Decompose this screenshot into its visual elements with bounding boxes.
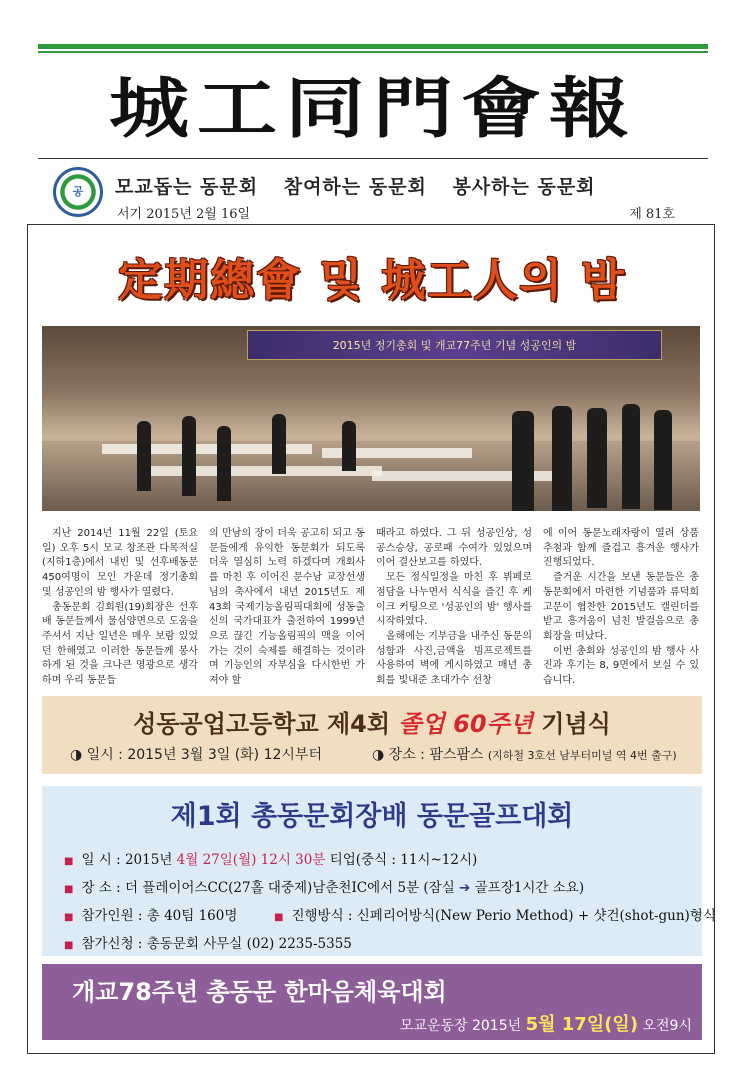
slogan-2: 참여하는 동문회: [283, 176, 427, 198]
main-headline: 定期總會 및 城工人의 밤: [118, 255, 626, 306]
article-paragraph: 때라고 하였다. 그 뒤 성공인상, 성공스승상, 공로패 수여가 있었으며 이어 결산보고를 하였다.: [376, 528, 532, 569]
graduation-place-note: (지하철 3호선 남부터미널 역 4번 출구): [487, 749, 677, 762]
sports-day-time: 오전9시: [638, 1018, 692, 1034]
article-column-3: [376, 527, 532, 689]
article-paragraph: 모든 정식일정을 마친 후 뷔페로 점담을 나누면서 식식을 즐긴 후 케이크 커팅으로 '성공인의 밤' 행사를 시작하였다.: [376, 572, 532, 628]
photo-person: [654, 410, 672, 510]
arrow-right-icon: ➔: [459, 880, 471, 896]
issue-number: 제 81호: [629, 207, 675, 222]
photo-person: [552, 406, 572, 511]
golf-format: 진행방식 : 신페리어방식(New Perio Method) + 샷건(shot-gun)형식: [291, 908, 716, 924]
photo-person: [137, 421, 151, 491]
golf-tournament-title: 제1회 총동문회장배 동문골프대회: [170, 801, 574, 832]
masthead-top-rule: [38, 44, 708, 49]
article-paragraph: 총동문회 김회원(19)회장은 선후배 동문들께서 물심양면으로 도움을 주셔서 지난 일년은 매우 보람 있었던 한해였고 이러한 동문들께 봉사하게 된 것을 크나큰 영광으로 생각하며 우리 동문들: [42, 601, 198, 687]
photo-person: [272, 414, 286, 474]
sports-day-box: [42, 964, 702, 1040]
golf-venue-line: [64, 876, 584, 896]
graduation-title-pre: 성동공업고등학교 제4회: [133, 710, 399, 738]
sports-day-place: 모교운동장 2015년: [399, 1018, 526, 1034]
square-bullet-icon: ■: [64, 940, 74, 951]
square-bullet-icon: ■: [64, 912, 74, 923]
golf-participants: 참가인원 : 총 40팀 160명: [81, 908, 238, 924]
graduation-60th-box: [42, 696, 702, 774]
golf-venue-post: 골프장1시간 소요): [470, 880, 585, 896]
article-paragraph: 의 만남의 장이 더욱 공고히 되고 동문들에게 유익한 동문회가 되도록 더욱 열심히 노력 하겠다며 개회사를 마친 후 이어진 문수남 교장선생님의 축사에서 내년 2015년도 제43회 국제기능올림픽대회에 성동출신의 국가대표가 출전하여 1999년으로 끊긴 기능올림픽의 맥을 이어가는 것이 숙제를 해결하는 것이라며 기능인의 자부심을 다시한번 가져야 할: [209, 528, 365, 687]
article-paragraph: 즐거운 시간을 보낸 동문들은 총동문회에서 마련한 기념품과 류덕희고문이 협찬한 2015년도 캘린더를 받고 흥겨움이 넘친 발걸음으로 총회장을 떠났다.: [543, 572, 699, 642]
graduation-place-label: ◑ 장소 : 팜스팜스: [372, 747, 484, 763]
slogan-1: 모교돕는 동문회: [115, 176, 259, 198]
sports-day-title: 개교78주년 총동문 한마음체육대회: [72, 978, 447, 1006]
golf-registration-line: [64, 932, 352, 952]
photo-banner-text: 2015년 정기총회 및 개교77주년 기념 성공인의 밤: [332, 339, 577, 352]
article-paragraph: 에 이어 동문노래자랑이 열려 상품추첨과 함께 즐겁고 흥겨운 행사가 진행되었다.: [543, 528, 699, 569]
article-paragraph: 이번 총회와 성공인의 밤 행사 사진과 후기는 8, 9면에서 보실 수 있습니다.: [543, 645, 699, 687]
square-bullet-icon: ■: [64, 856, 74, 867]
school-emblem-letter: 공: [72, 185, 84, 198]
newsletter-masthead: 城工同門會報: [109, 69, 637, 147]
slogan-bar: [115, 172, 614, 199]
photo-person: [622, 404, 640, 509]
sports-day-date: 5월 17일(일): [525, 1014, 639, 1035]
golf-format-line: [274, 904, 716, 924]
golf-tournament-box: [42, 786, 716, 956]
school-emblem-icon: [53, 167, 103, 217]
masthead-bottom-rule: [38, 158, 708, 159]
sports-day-details: [400, 1010, 692, 1036]
article-column-2: [209, 527, 365, 689]
article-paragraph: 지난 2014년 11월 22일 (토요일) 오후 5시 모교 창조관 다목적실(지하1층)에서 내빈 및 선후배동문 450여명이 모인 가운데 정기총회 및 성공인의 밤 행사가 열렸다.: [42, 528, 198, 598]
photo-person: [182, 416, 196, 496]
slogan-3: 봉사하는 동문회: [452, 176, 596, 198]
square-bullet-icon: ■: [274, 912, 284, 923]
golf-date-post: 티업(중식 : 11시~12시): [325, 852, 478, 868]
photo-person: [342, 421, 356, 471]
golf-participants-line: [64, 904, 237, 924]
square-bullet-icon: ■: [64, 884, 74, 895]
graduation-title-post: 기념식: [532, 710, 611, 738]
graduation-place: [372, 744, 677, 764]
article-column-4: [543, 527, 699, 689]
photo-person: [587, 408, 607, 508]
photo-stage-banner: [247, 330, 662, 360]
golf-venue-pre: 장 소 : 더 플레이어스CC(27홀 대중제)남춘천IC에서 5분 (잠실: [81, 880, 460, 896]
article-column-1: [42, 527, 198, 689]
issue-date: 서기 2015년 2월 16일: [117, 207, 251, 222]
graduation-title-highlight: 졸업 60주년: [398, 710, 533, 738]
golf-registration: 참가신청 : 총동문회 사무실 (02) 2235-5355: [81, 936, 352, 952]
graduation-date: ◑ 일시 : 2015년 3월 3일 (화) 12시부터: [70, 747, 322, 763]
golf-date-highlight: 4월 27일(월) 12시 30분: [176, 852, 326, 868]
event-photo: [42, 326, 700, 511]
masthead-top-rule-thin: [38, 51, 708, 53]
photo-person: [512, 411, 534, 511]
photo-person: [217, 426, 231, 501]
golf-date-pre: 일 시 : 2015년: [81, 852, 177, 868]
golf-date-line: [64, 848, 477, 868]
graduation-60th-title: [42, 704, 702, 739]
article-paragraph: 올해에는 기부금을 내주신 동문의 성함과 사진,금액을 빔프로젝트를 사용하여 벽에 게시하였고 매년 총회를 빛내준 초대가수 선창: [376, 630, 532, 687]
